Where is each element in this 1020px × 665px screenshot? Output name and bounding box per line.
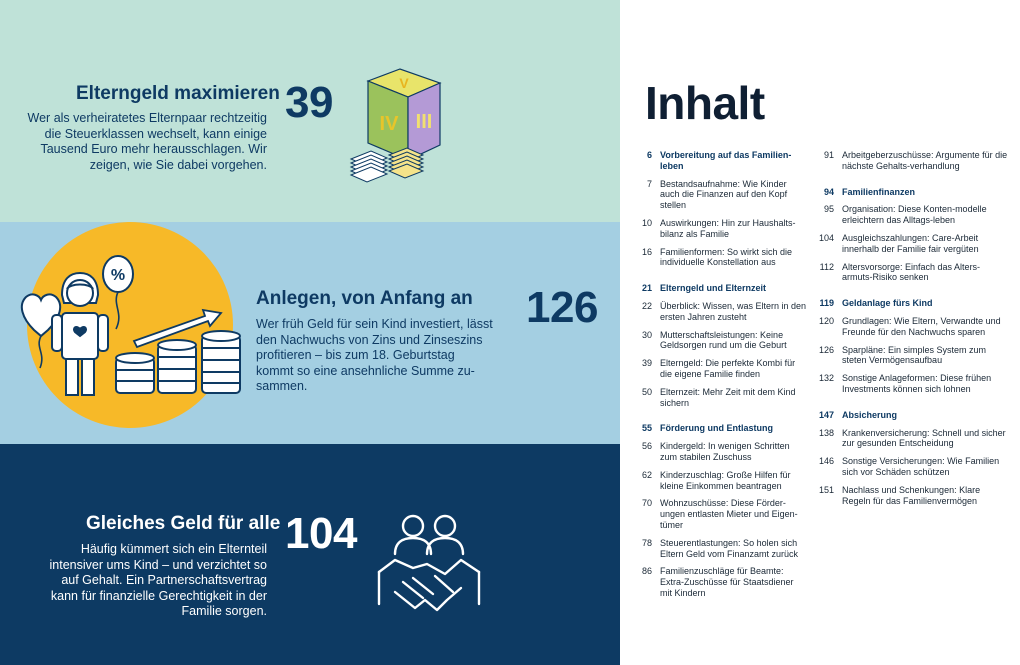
toc-entry-text: Mutterschaftsleistungen: Keine Geldsorgen rund um die Geburt xyxy=(660,329,787,351)
cube-label-iv: IV xyxy=(379,113,399,135)
feature-page-number-126: 126 xyxy=(526,283,598,332)
banknote-stack-icon xyxy=(351,151,387,182)
toc-entry-text: Sonstige Versicherungen: Wie Familien sich vor Schäden schützen xyxy=(842,456,1000,477)
toc-heading: Inhalt xyxy=(645,77,765,129)
toc-page-number: 91 xyxy=(823,150,834,160)
toc-page-number: 39 xyxy=(641,358,652,369)
toc-entry[interactable] xyxy=(810,485,1010,507)
toc-entry[interactable] xyxy=(810,373,1010,395)
toc-entry-text: Sonstige Anlageformen: Diese frühen Investments können sich lohnen xyxy=(842,373,992,394)
toc-entry-text: Vorbereitung auf das Familien-leben xyxy=(660,150,792,171)
toc-entry-text: Bestandsaufnahme: Wie Kinder auch die Finanzen auf den Kopf stellen xyxy=(660,178,788,211)
toc-entry[interactable] xyxy=(628,218,808,240)
toc-entry[interactable] xyxy=(628,179,808,211)
toc-entry[interactable] xyxy=(628,301,808,323)
toc-page-number: 7 xyxy=(646,178,652,189)
toc-chapter[interactable] xyxy=(810,187,1010,198)
toc-page-number: 104 xyxy=(818,232,834,243)
toc-entry[interactable] xyxy=(810,150,1010,172)
toc-page-number: 112 xyxy=(819,261,834,272)
feature-title-gleiches-geld: Gleiches Geld für alle xyxy=(86,513,281,534)
toc-entry-text: Überblick: Wissen, was Eltern in den ersten Jahren zusteht xyxy=(660,300,807,322)
toc-page-number: 55 xyxy=(641,423,652,434)
child-savings-illustration xyxy=(10,233,265,438)
toc-page-number: 16 xyxy=(641,246,652,257)
toc-entry-text: Auswirkungen: Hin zur Haushalts-bilanz als Familie xyxy=(660,217,796,239)
toc-entry[interactable] xyxy=(810,345,1010,367)
toc-entry[interactable] xyxy=(810,316,1010,338)
toc-page-number: 50 xyxy=(641,386,652,397)
toc-entry-text: Krankenversicherung: Schnell und sicher zur gesunden Entscheidung xyxy=(842,427,1006,449)
toc-entry-text: Steuerentlastungen: So holen sich Eltern Geld vom Finanzamt zurück xyxy=(660,537,799,559)
toc-entry[interactable] xyxy=(628,358,808,380)
feature-title-elterngeld: Elterngeld maximieren xyxy=(76,83,280,104)
toc-entry-text: Grundlagen: Wie Eltern, Verwandte und Freunde für den Nachwuchs sparen xyxy=(842,315,1001,337)
toc-page-number: 138 xyxy=(818,427,834,438)
toc-entry[interactable] xyxy=(628,441,808,463)
feature-text-anlegen: Wer früh Geld für sein Kind investiert, lässt den Nachwuchs von Zins und Zinseszins profitieren – bis zum 18. Geburtstag kommt so eine ansehnliche Summe zu- sammen. xyxy=(256,317,493,393)
toc-entry-text: Familienzuschläge für Beamte: Extra-Zuschüsse für Staatsdiener mit Kindern xyxy=(660,566,794,598)
toc-page-number: 56 xyxy=(641,441,652,452)
toc-page-number: 132 xyxy=(818,373,834,384)
toc-page-number: 62 xyxy=(641,469,652,480)
toc-entry-text: Wohnzuschüsse: Diese Förder-ungen entlasten Mieter und Eigen-tümer xyxy=(660,498,798,530)
toc-entry[interactable] xyxy=(810,262,1010,284)
toc-entry[interactable] xyxy=(628,387,808,409)
toc-entry-text: Elterngeld und Elternzeit xyxy=(660,283,767,294)
toc-entry[interactable] xyxy=(628,330,808,352)
toc-page-number: 21 xyxy=(641,283,652,294)
toc-entry-text: Kinderzuschlag: Große Hilfen für kleine Einkommen beantragen xyxy=(660,469,791,491)
toc-chapter[interactable] xyxy=(810,410,1010,421)
toc-entry-text: Förderung und Entlastung xyxy=(660,423,773,434)
toc-page-number: 120 xyxy=(818,315,834,326)
toc-entry-text: Sparpläne: Ein simples System zum steten Vermögensaufbau xyxy=(842,344,987,366)
toc-entry-text: Ausgleichszahlungen: Care-Arbeit innerhalb der Familie fair vergüten xyxy=(842,232,979,254)
feature-text-elterngeld: Wer als verheiratetes Elternpaar rechtzeitig die Steuerklassen wechselt, kann einige Tausend Euro mehr herausschlagen. Wir zeigen, wie Sie dabei vorgehen. xyxy=(27,111,267,172)
feature-page-number-39: 39 xyxy=(285,78,333,127)
toc-page-number: 70 xyxy=(641,498,652,509)
toc-entry-text: Elternzeit: Mehr Zeit mit dem Kind sichern xyxy=(660,386,796,408)
feature-page-number-104: 104 xyxy=(285,509,357,558)
toc-chapter[interactable] xyxy=(628,283,808,294)
toc-page-number: 86 xyxy=(641,566,652,577)
toc-page-number: 151 xyxy=(818,484,834,495)
feature-text-gleiches-geld: Häufig kümmert sich ein Elternteil intensiver ums Kind – und verzichtet so auf Gehalt. Ein Partnerschaftsvertrag kann für finanzielle Gerechtigkeit in der Familie sorgen. xyxy=(49,542,267,618)
toc-page-number: 94 xyxy=(823,186,834,197)
toc-page-number: 119 xyxy=(819,298,834,309)
toc-page-number: 126 xyxy=(818,344,834,355)
toc-entry-text: Elterngeld: Die perfekte Kombi für die eigene Familie finden xyxy=(660,358,796,379)
toc-chapter[interactable] xyxy=(810,298,1010,309)
toc-entry-text: Arbeitgeberzuschüsse: Argumente für die nächste Gehalts-verhandlung xyxy=(842,150,1008,171)
cube-label-v: V xyxy=(399,75,409,91)
toc-column-1 xyxy=(628,150,808,606)
toc-entry[interactable] xyxy=(628,538,808,560)
toc-page-number: 146 xyxy=(818,456,834,467)
toc-column-2 xyxy=(810,150,1010,513)
tax-class-cube-icon xyxy=(345,55,465,190)
toc-entry-text: Familienfinanzen xyxy=(842,186,916,197)
toc-entry[interactable] xyxy=(810,204,1010,226)
toc-entry[interactable] xyxy=(810,428,1010,450)
toc-entry-text: Absicherung xyxy=(842,409,898,420)
toc-entry-text: Organisation: Diese Konten-modelle erleichtern das Alltags-leben xyxy=(842,204,987,226)
toc-entry[interactable] xyxy=(810,456,1010,478)
toc-entry[interactable] xyxy=(628,247,808,269)
toc-chapter[interactable] xyxy=(628,423,808,434)
toc-entry[interactable] xyxy=(628,498,808,530)
cube-label-iii: III xyxy=(415,111,433,133)
toc-page-number: 147 xyxy=(818,409,834,420)
toc-entry[interactable] xyxy=(810,233,1010,255)
toc-entry-text: Kindergeld: In wenigen Schritten zum stabilen Zuschuss xyxy=(660,441,790,462)
feature-title-anlegen: Anlegen, von Anfang an xyxy=(256,288,473,309)
toc-entry-text: Familienformen: So wirkt sich die individuelle Konstellation aus xyxy=(660,246,793,268)
toc-page-number: 10 xyxy=(641,217,652,228)
yellow-banknote-stack-icon xyxy=(389,148,423,178)
toc-page-number: 22 xyxy=(641,300,652,311)
toc-page-number: 6 xyxy=(646,150,652,160)
toc-entry-text: Nachlass und Schenkungen: Klare Regeln für das Familienvermögen xyxy=(842,484,981,506)
toc-entry[interactable] xyxy=(628,470,808,492)
handshake-partners-icon xyxy=(375,512,485,622)
percent-balloon-label: % xyxy=(110,267,126,284)
toc-entry-text: Altersvorsorge: Einfach das Alters-armuts-Risiko senken xyxy=(842,261,981,283)
toc-entry[interactable] xyxy=(628,566,808,598)
toc-page-number: 30 xyxy=(641,329,652,340)
toc-entry-text: Geldanlage fürs Kind xyxy=(842,298,933,309)
toc-page-number: 95 xyxy=(823,204,834,215)
toc-page-number: 78 xyxy=(641,537,652,548)
toc-chapter[interactable] xyxy=(628,150,808,172)
